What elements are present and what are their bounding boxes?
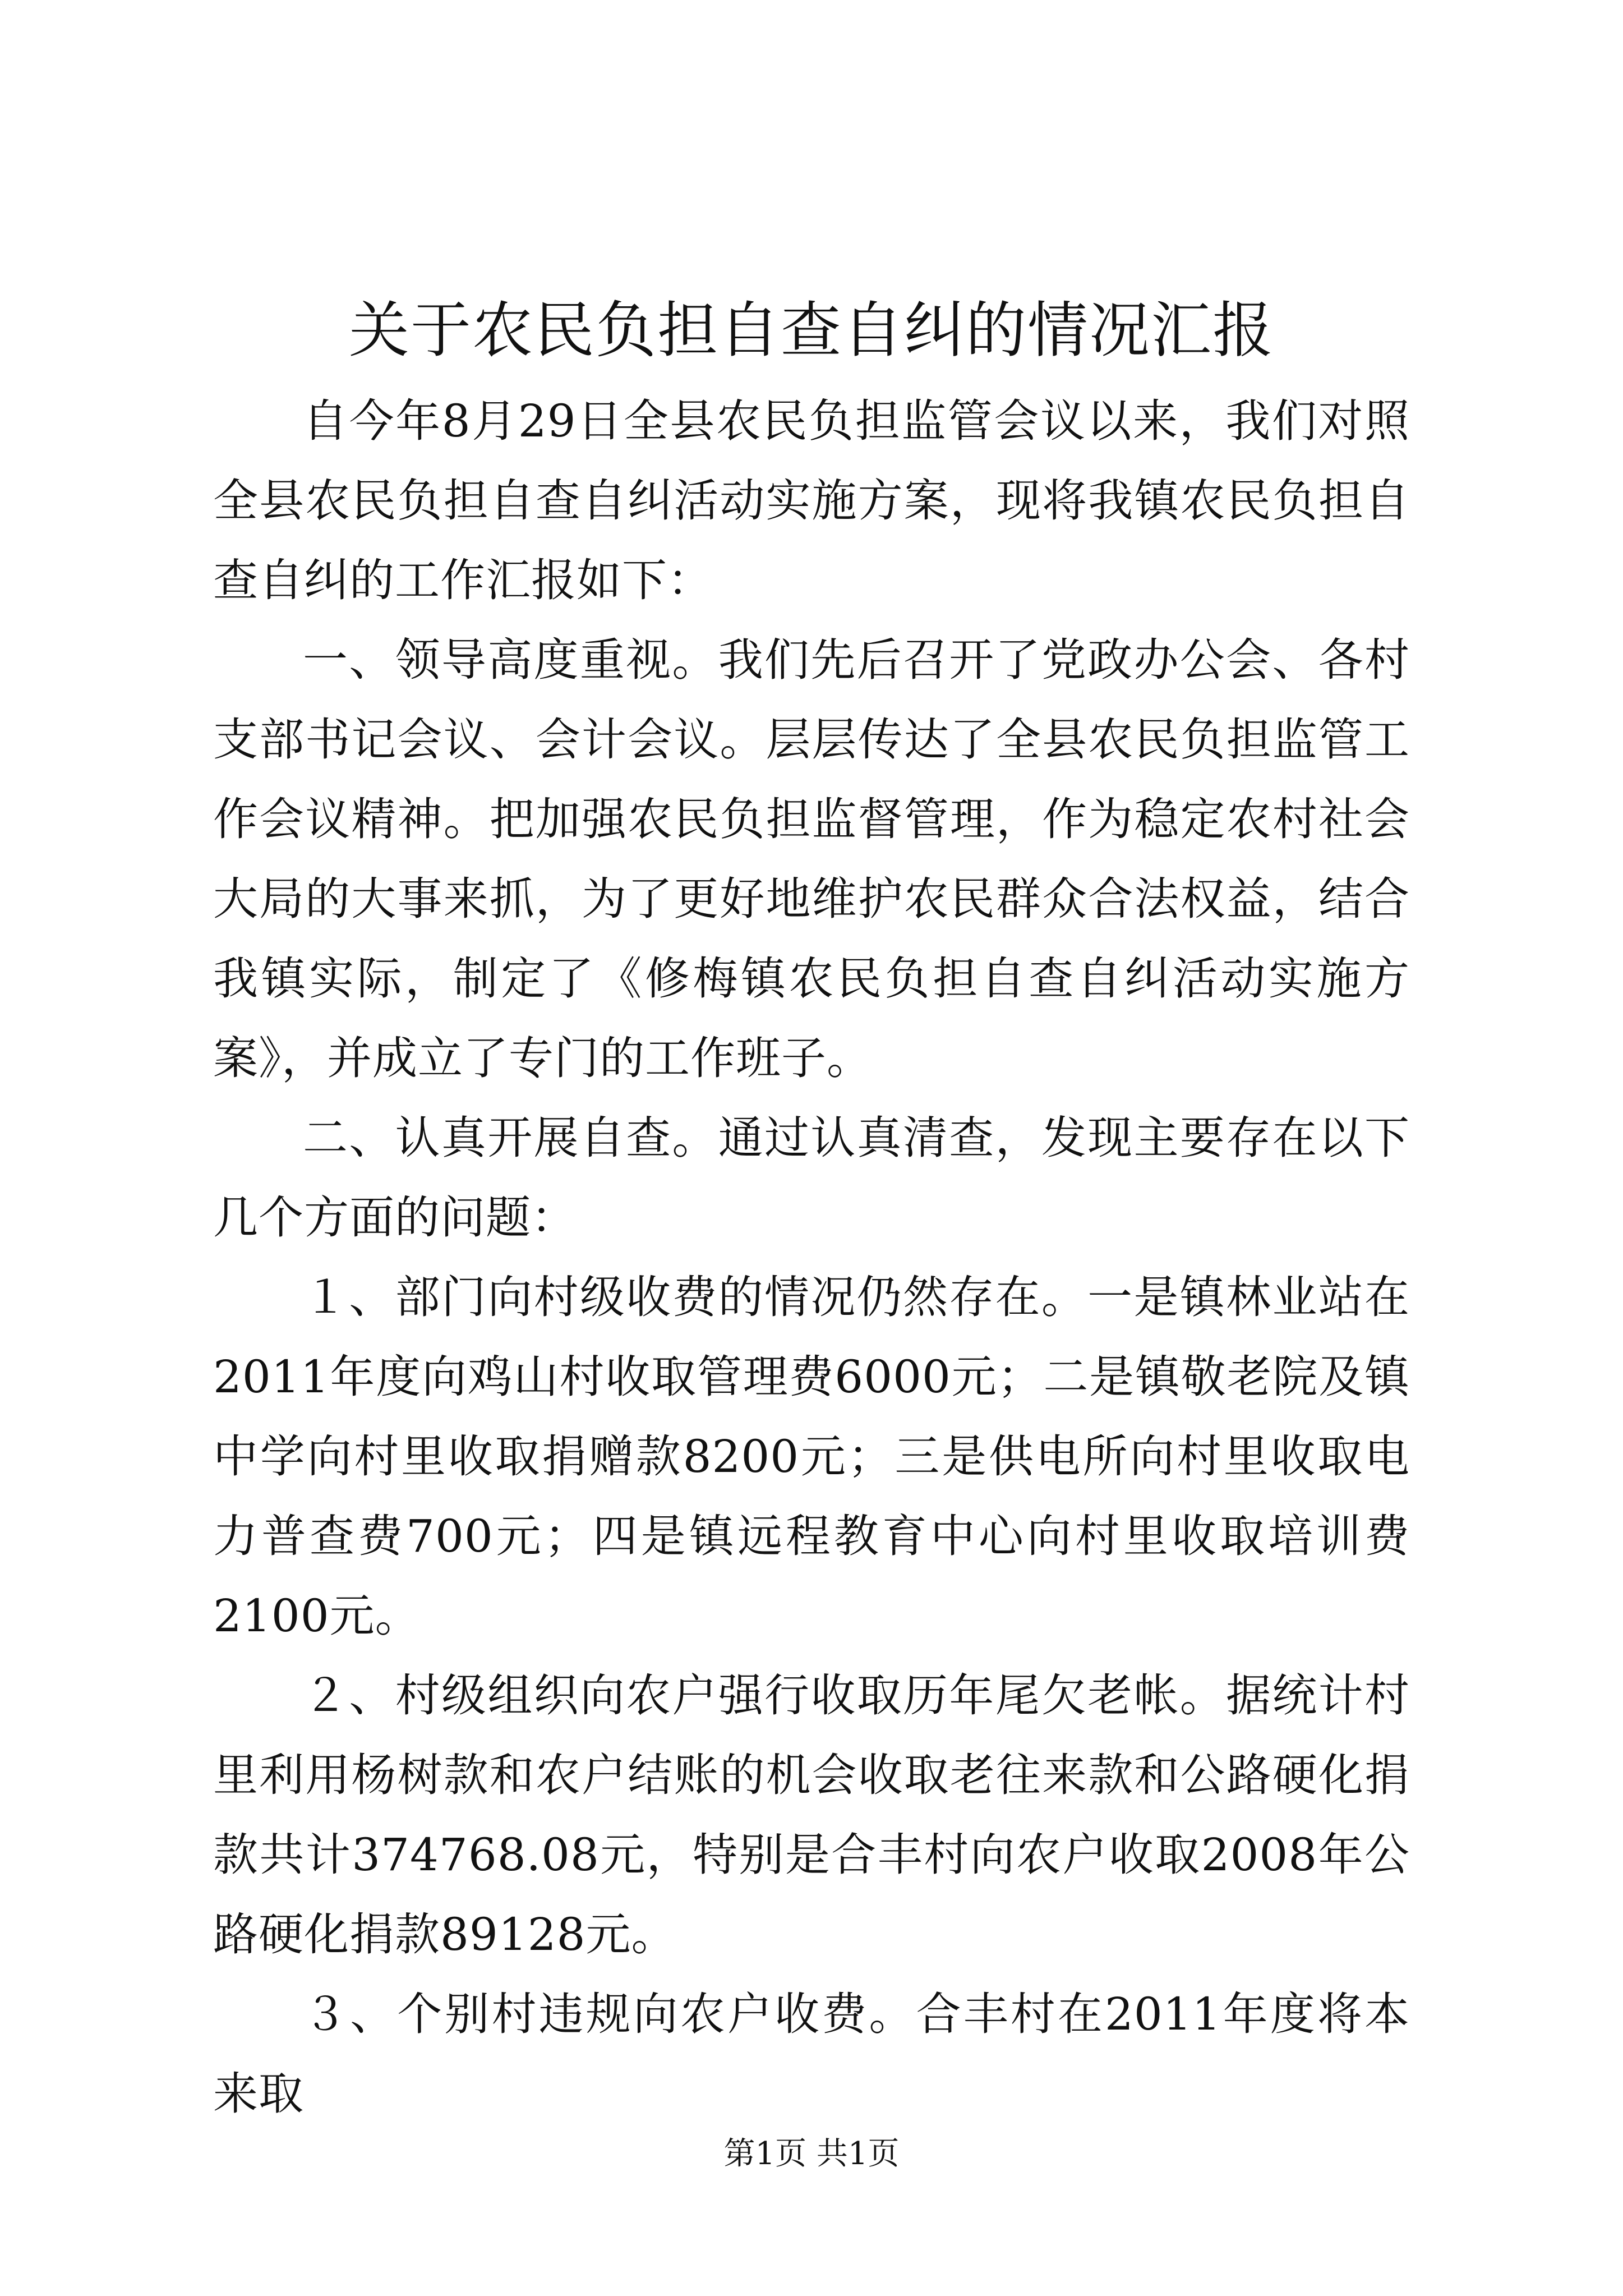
- paragraph-item-3: ３、个别村违规向农户收费。合丰村在2011年度将本来取: [213, 1988, 1410, 2120]
- paragraph-item-2: ２、村级组织向农户强行收取历年尾欠老帐。据统计村里利用杨树款和农户结账的机会收取老往来款和公路硬化捐款共计374768.08元，特别是合丰村向农户收取2008年公路硬化捐款89128元。: [213, 1669, 1410, 1961]
- paragraph-section-1: 一、领导高度重视。我们先后召开了党政办公会、各村支部书记会议、会计会议。层层传达了全县农民负担监管工作会议精神。把加强农民负担监督管理，作为稳定农村社会大局的大事来抓，为了更好地维护农民群众合法权益，结合我镇实际，制定了《修梅镇农民负担自查自纠活动实施方案》，并成立了专门的工作班子。: [213, 634, 1410, 1084]
- paragraph-item-1: １、部门向村级收费的情况仍然存在。一是镇林业站在2011年度向鸡山村收取管理费6000元；二是镇敬老院及镇中学向村里收取捐赠款8200元；三是供电所向村里收取电力普查费700元；四是镇远程教育中心向村里收取培训费2100元。: [213, 1271, 1410, 1642]
- document-body: [213, 381, 1410, 2134]
- document-title: 关于农民负担自查自纠的情况汇报: [348, 296, 1274, 366]
- paragraph-section-2: 二、认真开展自查。通过认真清查，发现主要存在以下几个方面的问题：: [213, 1112, 1410, 1244]
- page-footer: 第1页 共1页: [723, 2136, 900, 2172]
- paragraph-intro: 自今年8月29日全县农民负担监管会议以来，我们对照全县农民负担自查自纠活动实施方案，现将我镇农民负担自查自纠的工作汇报如下：: [213, 395, 1410, 606]
